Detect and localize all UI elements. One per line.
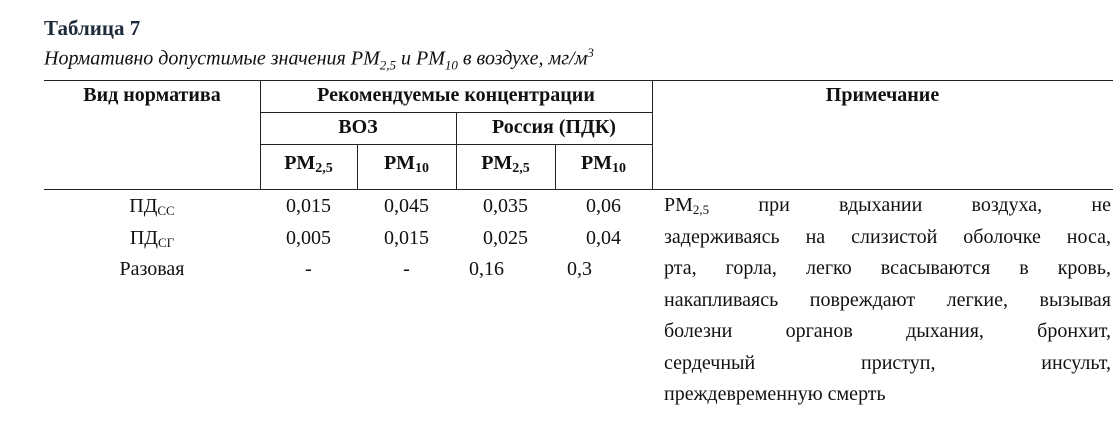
- row-1-type: [44, 195, 260, 219]
- note-pm-sub: 2,5: [692, 202, 710, 217]
- note-line-2: задерживаясь на слизистой оболочке носа,: [664, 225, 1111, 248]
- type-main: Разовая: [119, 258, 185, 280]
- note-line-4: накапливаясь повреждают легкие, вызывая: [664, 288, 1111, 311]
- header-note: Примечание: [825, 84, 940, 106]
- pm-label: PM: [383, 152, 416, 174]
- table-top-rule: [44, 80, 1113, 81]
- note-line-6: сердечный приступ, инсульт,: [664, 351, 1111, 374]
- header-recommended: Рекомендуемые концентрации: [317, 84, 595, 106]
- subtitle-text-mid: и PM: [395, 47, 445, 70]
- type-main: ПД: [129, 195, 158, 217]
- table-subtitle: [44, 45, 594, 74]
- header-who: ВОЗ: [338, 116, 378, 138]
- pm-label: PM: [284, 152, 316, 174]
- row-1-who-pm25: 0,015: [286, 195, 331, 217]
- note-line-7: преждевременную смерть: [664, 383, 886, 405]
- row-1-who-pm10: 0,045: [384, 195, 429, 217]
- note-line-1: [664, 190, 1111, 222]
- subtitle-sup: 3: [587, 45, 594, 60]
- row-2-type: [44, 227, 260, 251]
- pm-label: PM: [580, 152, 613, 174]
- row-3-ru-pm10: 0,3: [567, 258, 592, 280]
- row-3-type: [44, 258, 260, 282]
- pm-sub: 2,5: [315, 161, 333, 176]
- header-russia: Россия (ПДК): [492, 116, 616, 138]
- row-1-ru-pm25: 0,035: [483, 195, 528, 217]
- row-3-who-pm10: -: [403, 258, 410, 280]
- row-1-ru-pm10: 0,06: [586, 195, 621, 217]
- pm-sub: 2,5: [512, 161, 530, 176]
- type-sub: СГ: [157, 235, 175, 250]
- type-sub: СС: [157, 203, 175, 218]
- note-pm-label: PM: [664, 194, 693, 216]
- subtitle-sub-10: 10: [444, 57, 458, 73]
- note-line-5: болезни органов дыхания, бронхит,: [664, 320, 1111, 342]
- row-2-who-pm25: 0,005: [286, 227, 331, 249]
- note-text: [664, 190, 1111, 411]
- pm-sub: 10: [612, 161, 627, 176]
- row-2-ru-pm25: 0,025: [483, 227, 528, 249]
- note-line-1-text: при вдыхании воздуха, не: [709, 194, 1111, 216]
- header-ru-pm10: [555, 152, 652, 177]
- row-3-who-pm25: -: [305, 258, 312, 280]
- row-2-who-pm10: 0,015: [384, 227, 429, 249]
- header-type: Вид норматива: [83, 84, 221, 106]
- row-2-ru-pm10: 0,04: [586, 227, 621, 249]
- table-title: Таблица 7: [44, 16, 141, 40]
- subtitle-text: Нормативно допустимые значения PM: [44, 47, 380, 70]
- row-3-ru-pm25: 0,16: [469, 258, 504, 280]
- subtitle-text-post: в воздухе, мг/м: [457, 47, 588, 70]
- header-ru-pm25: [456, 152, 555, 177]
- note-line-3: рта, горла, легко всасываются в кровь,: [664, 257, 1111, 279]
- header-who-pm25: [260, 152, 357, 177]
- pm-sub: 10: [415, 161, 430, 176]
- header-who-pm10: [357, 152, 456, 177]
- subtitle-sub-25: 2,5: [379, 57, 396, 73]
- type-main: ПД: [129, 227, 158, 249]
- pm-label: PM: [481, 152, 513, 174]
